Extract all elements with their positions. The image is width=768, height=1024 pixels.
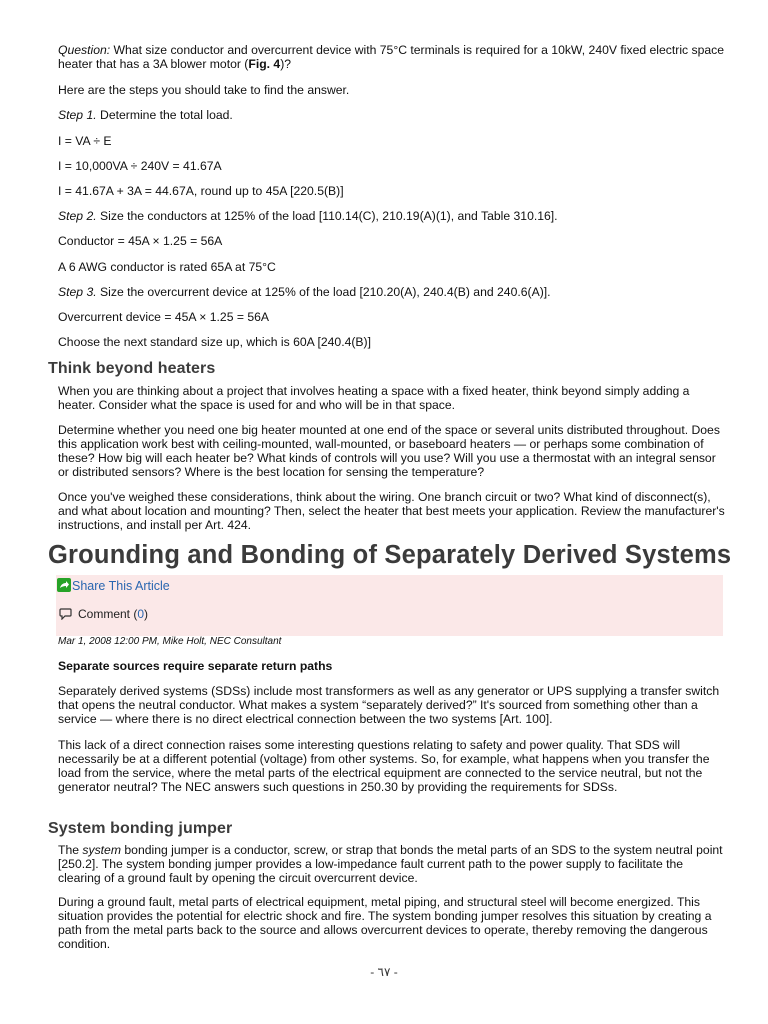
equation-1: I = VA ÷ E bbox=[58, 134, 112, 148]
share-icon bbox=[57, 578, 71, 592]
jumper-paragraph-2: During a ground fault, metal parts of electrical equipment, metal piping, and structural steel will become energized. This situation provides the potential for electric shock and fire. The system bonding jumper resolves this situation by creating a path from the metal parts back to the source and allows overcurrent devices to operate, thereby removing the dangerous condition. bbox=[58, 895, 712, 951]
equation-5: A 6 AWG conductor is rated 65A at 75°C bbox=[58, 260, 276, 274]
share-comment-box bbox=[56, 575, 723, 636]
article-byline: Mar 1, 2008 12:00 PM, Mike Holt, NEC Consultant bbox=[58, 636, 282, 647]
step-3-text: Size the overcurrent device at 125% of the load [210.20(A), 240.4(B) and 240.6(A)]. bbox=[96, 285, 551, 299]
step-1 bbox=[58, 108, 728, 122]
article-title: Grounding and Bonding of Separately Derived Systems bbox=[48, 541, 732, 569]
step-3 bbox=[58, 285, 728, 299]
share-article-link[interactable] bbox=[57, 578, 170, 593]
step-2-text: Size the conductors at 125% of the load [110.14(C), 210.19(A)(1), and Table 310.16]. bbox=[96, 209, 558, 223]
figure-reference: Fig. 4 bbox=[248, 57, 281, 71]
comment-link[interactable] bbox=[59, 607, 148, 621]
comment-count[interactable]: 0 bbox=[137, 607, 145, 621]
heaters-paragraph-1: When you are thinking about a project that involves heating a space with a fixed heater, think beyond simply adding a heater. Consider what the space is used for and who will be in that space. bbox=[58, 384, 690, 412]
sds-paragraph-2: This lack of a direct connection raises some interesting questions relating to safety and power quality. That SDS will necessarily be at a different potential (voltage) from other systems. So, for example, what happens when you transfer the load from the service, where the metal parts of the electrical equipment are connected to the service neutral, but not the generator neutral? The NEC answers such questions in 250.30 by providing the requirements for SDSs. bbox=[58, 738, 710, 794]
question-text-end: )? bbox=[280, 57, 292, 71]
equation-6: Overcurrent device = 45A × 1.25 = 56A bbox=[58, 310, 270, 324]
page-number: - ٦٧ - bbox=[370, 965, 398, 979]
comment-close: ) bbox=[144, 607, 149, 621]
equation-3: I = 41.67A + 3A = 44.67A, round up to 45A [220.5(B)] bbox=[58, 184, 344, 198]
heading-system-bonding-jumper: System bonding jumper bbox=[48, 820, 233, 837]
step-2-label: Step 2. bbox=[58, 209, 97, 223]
jumper-text-em: system bbox=[82, 843, 121, 857]
question-paragraph bbox=[58, 43, 728, 71]
question-text: What size conductor and overcurrent device with 75°C terminals is required for a 10kW, 240V fixed electric space heater that has a 3A blower motor ( bbox=[58, 43, 725, 71]
jumper-text-pre: The bbox=[58, 843, 83, 857]
jumper-text-post: bonding jumper is a conductor, screw, or strap that bonds the metal parts of an SDS to the system neutral point [250.2]. The system bonding jumper provides a low-impedance fault current path to the power supply to facilitate the clearing of a ground fault by opening the circuit overcurrent device. bbox=[58, 843, 723, 885]
heaters-paragraph-2: Determine whether you need one big heater mounted at one end of the space or several units distributed throughout. Does this application work best with ceiling-mounted, wall-mounted, or baseboard heaters — or perhaps some combination of these? How big will each heater be? What kinds of controls will you use? Will you use a thermostat with an integral sensor or distributed sensors? Where is the best location for sensing the temperature? bbox=[58, 423, 720, 479]
step-2 bbox=[58, 209, 728, 223]
heaters-paragraph-3: Once you've weighed these considerations, think about the wiring. One branch circuit or two? What kind of disconnect(s), and what about location and mounting? Then, select the heater that best meets your application. Review the manufacturer's instructions, and install per Art. 424. bbox=[58, 490, 725, 532]
equation-7: Choose the next standard size up, which is 60A [240.4(B)] bbox=[58, 335, 371, 349]
intro-text: Here are the steps you should take to find the answer. bbox=[58, 83, 350, 97]
question-label: Question: bbox=[58, 43, 111, 57]
comment-label: Comment ( bbox=[78, 607, 138, 621]
sds-paragraph-1: Separately derived systems (SDSs) include most transformers as well as any generator or UPS supplying a transfer switch that opens the neutral conductor. What makes a system “separately derived?” It's sourced from something other than a service — where there is no direct electrical connection between the two systems [Art. 100]. bbox=[58, 684, 720, 726]
step-1-text: Determine the total load. bbox=[96, 108, 233, 122]
heading-think-beyond-heaters: Think beyond heaters bbox=[48, 360, 216, 377]
subheading-separate-sources: Separate sources require separate return paths bbox=[58, 659, 333, 673]
share-label: Share This Article bbox=[72, 579, 170, 593]
equation-4: Conductor = 45A × 1.25 = 56A bbox=[58, 234, 223, 248]
step-3-label: Step 3. bbox=[58, 285, 97, 299]
comment-bubble-icon bbox=[59, 608, 72, 620]
step-1-label: Step 1. bbox=[58, 108, 97, 122]
jumper-paragraph-1 bbox=[58, 843, 728, 885]
equation-2: I = 10,000VA ÷ 240V = 41.67A bbox=[58, 159, 222, 173]
